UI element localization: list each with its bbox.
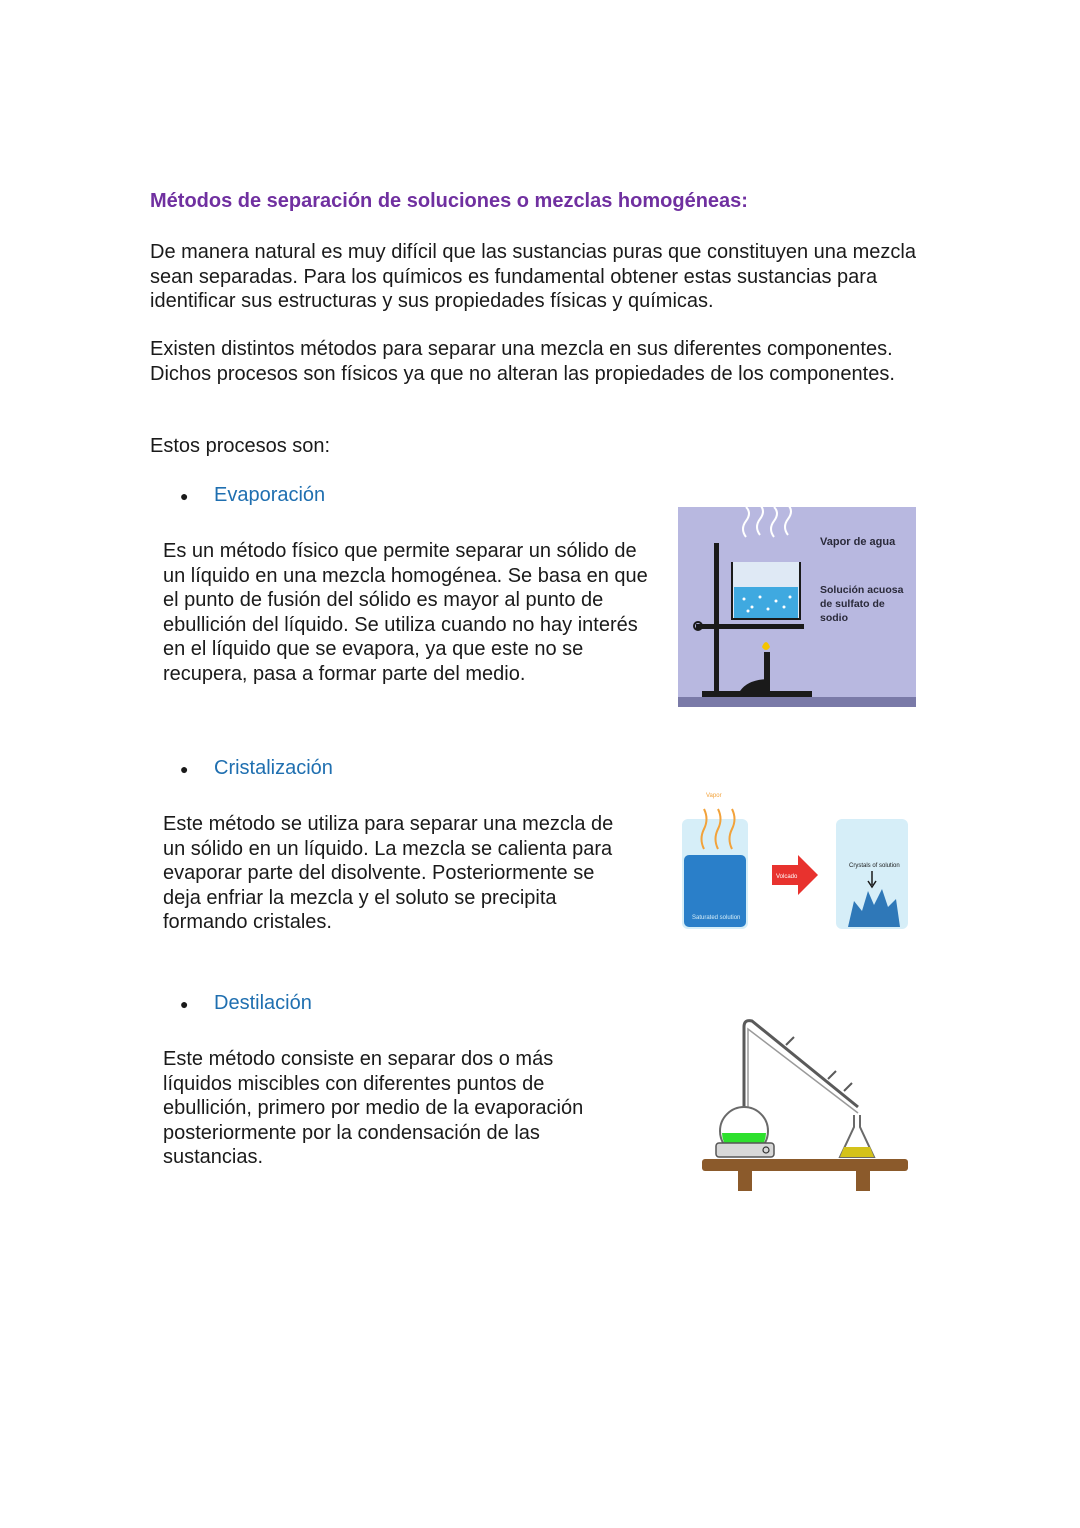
bullet-icon: ● xyxy=(180,995,189,1012)
label-solution-2: de sulfato de xyxy=(820,598,885,610)
section-heading-label: Destilación xyxy=(214,992,312,1014)
label-solution-3: sodio xyxy=(820,612,848,624)
intro-paragraph-2: Existen distintos métodos para separar una mezcla en sus diferentes componentes. Dichos procesos son físicos ya que no alteran las propiedades de los componentes. xyxy=(150,338,895,385)
bullet-icon: ● xyxy=(180,487,189,504)
label-vapor: Vapor de agua xyxy=(820,536,896,548)
intro-paragraph-3: Estos procesos son: xyxy=(150,435,331,457)
label-solution-1: Solución acuosa xyxy=(820,584,904,596)
section-text-cristalizacion: Este método se utiliza para separar una mezcla de un sólido en un líquido. La mezcla se calienta para evaporar parte del disolvente. Posteriormente se deja enfriar la mezcla y el soluto se precipita formando cristales. xyxy=(163,813,614,933)
section-heading-cristalizacion xyxy=(180,757,333,780)
section-heading-label: Evaporación xyxy=(214,484,326,506)
crystallization-figure xyxy=(676,785,916,935)
label-vapor: Vapor xyxy=(706,793,722,799)
section-heading-evaporacion xyxy=(180,484,325,507)
section-text-destilacion: Este método consiste en separar dos o más líquidos miscibles con diferentes puntos de ebullición, primero por medio de la evaporación posteriormente por la condensación de las sustancias. xyxy=(163,1048,584,1168)
label-saturated: Saturated solution xyxy=(692,915,741,921)
section-text-evaporacion: Es un método físico que permite separar un sólido de un líquido en una mezcla homogénea. Se basa en que el punto de fusión del sólido es mayor al punto de ebullición del líquido. Se utiliza cuando no hay interés en el líquido que se evapora, ya que este no se recupera, pasa a formar parte del medio. xyxy=(163,540,648,685)
intro-paragraph-1: De manera natural es muy difícil que las sustancias puras que constituyen una mezcla sean separadas. Para los químicos es fundamental obtener estas sustancias para identificar sus estructuras y sus propiedades físicas y químicas. xyxy=(150,241,916,312)
evaporation-figure xyxy=(678,507,916,707)
section-heading-label: Cristalización xyxy=(214,757,333,779)
label-arrow: Volcado xyxy=(776,874,798,880)
label-crystals: Crystals of solution xyxy=(849,863,900,869)
bullet-icon: ● xyxy=(180,760,189,777)
distillation-figure xyxy=(698,1015,912,1195)
section-heading-destilacion xyxy=(180,992,312,1015)
page-title: Métodos de separación de soluciones o mezclas homogéneas: xyxy=(150,190,748,212)
